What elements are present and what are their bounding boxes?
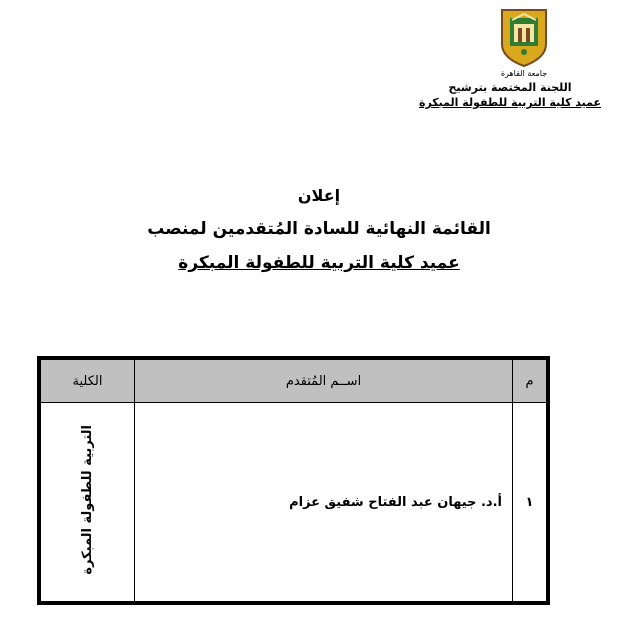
row-number: ١ xyxy=(513,403,547,602)
announcement-titles xyxy=(0,183,638,277)
candidate-name: أ.د. جيهان عبد الفتاح شفيق عزام xyxy=(135,403,513,602)
table-row xyxy=(41,403,547,602)
logo-caption: جامعة القاهرة xyxy=(500,69,548,78)
faculty-name: التربية للطفولة المبكرة xyxy=(80,425,95,575)
faculty-cell xyxy=(41,403,135,602)
header-name: اســم المُتقدم xyxy=(135,360,513,403)
committee-header xyxy=(400,80,620,110)
table-header-row xyxy=(41,360,547,403)
header-faculty: الكلية xyxy=(41,360,135,403)
committee-line: اللجنة المختصة بترشيح xyxy=(448,81,572,94)
dean-position-line: عميد كلية التربية للطفولة المبكرة xyxy=(418,96,602,109)
candidates-table xyxy=(37,356,550,605)
cairo-university-seal-icon xyxy=(496,6,552,78)
list-subtitle: القائمة النهائية للسادة المُتقدمين لمنصب xyxy=(147,219,491,239)
university-logo xyxy=(496,6,552,78)
position-title: عميد كلية التربية للطفولة المبكرة xyxy=(178,253,460,273)
header-number: م xyxy=(513,360,547,403)
announcement-title: إعلان xyxy=(297,186,341,205)
